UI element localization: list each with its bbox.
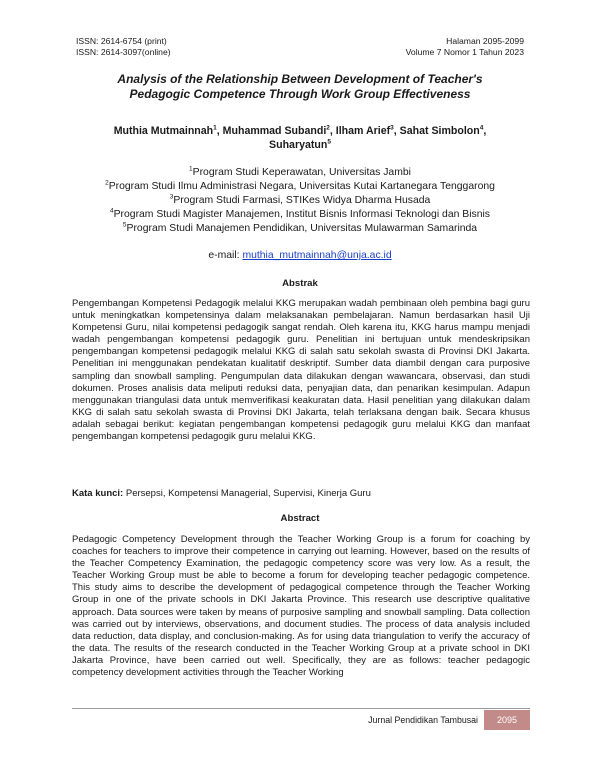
header-issn — [76, 36, 171, 58]
affiliation-list — [40, 166, 560, 236]
paper-title — [60, 72, 540, 102]
author: Muhammad Subandi$^2$, — [222, 124, 336, 137]
footer-divider — [72, 708, 530, 709]
abstract-body: Pedagogic Competency Development through the Teacher Working Group is a forum for coaching by coaches for teachers to improve their competence in carrying out learning. However, based on the results of the Teacher Competency Examination, the pedagogic competency score was very low. As a result, the Teacher Working Group must be able to become a forum for developing teacher pedagogic competence. This study aims to describe the development of pedagogical competence through the Teacher Working Group in one of the private schools in DKI Jakarta Province. This research use descriptive qualitative approach. Data sources were taken by means of purposive sampling and snowball sampling. Data collection was carried out by interviews, observations, and document studies. The process of data analysis included data reduction, data display, and conclusion-making. As for using data triangulation to verify the accuracy of the data. The results of the research conducted in the Teacher Working Group at a private school in DKI Jakarta Province, have been carried out well. Specifically, they are as follows: teacher pedagogic competency development activities through the Teacher Working — [72, 534, 530, 679]
author-list — [70, 124, 530, 152]
footer-journal-name: Jurnal Pendidikan Tambusai — [368, 715, 478, 725]
volume-number: Volume 7 Nomor 1 Tahun 2023 — [405, 47, 524, 57]
abstrak-heading: Abstrak — [282, 278, 318, 289]
page-range: Halaman 2095-2099 — [446, 36, 524, 46]
author: Sahat Simbolon$^4$, — [399, 124, 487, 137]
abstract-heading: Abstract — [280, 513, 320, 524]
keywords-label: Kata kunci: — [72, 488, 124, 499]
affiliation: $^5$Program Studi Manajemen Pendidikan, Universitas Mulawarman Samarinda — [122, 221, 478, 234]
issn-print: ISSN: 2614-6754 (print) — [76, 36, 167, 46]
affiliation: $^4$Program Studi Magister Manajemen, Institut Bisnis Informasi Teknologi dan Bisnis — [110, 207, 490, 220]
contact-email — [40, 250, 560, 261]
keywords — [72, 488, 530, 499]
email-link[interactable]: muthia_mutmainnah@unja.ac.id — [242, 250, 392, 261]
issn-online: ISSN: 2614-3097(online) — [76, 47, 171, 57]
affiliation: $^1$Program Studi Keperawatan, Universitas Jambi — [189, 165, 411, 178]
footer-page-number: 2095 — [484, 710, 530, 730]
keywords-value: Persepsi, Kompetensi Managerial, Supervisi, Kinerja Guru — [123, 488, 371, 499]
affiliation: $^2$Program Studi Ilmu Administrasi Negara, Universitas Kutai Kartanegara Tenggarong — [105, 179, 495, 192]
title-line-1: Analysis of the Relationship Between Development of Teacher's — [117, 72, 483, 86]
email-label: e-mail: — [208, 250, 243, 261]
author: Suharyatun$^5$ — [269, 138, 331, 151]
abstrak-body: Pengembangan Kompetensi Pedagogik melalui KKG merupakan wadah pembinaan oleh pembina bagi guru untuk meningkatkan kompetensinya dalam melaksanakan pembelajaran. Namun berdasarkan hasil Uji Kompetensi Guru, nilai kompetensi pedagogik sangat rendah. Oleh karena itu, KKG harus mampu menjadi wadah pengembangan kompetensi pedagogik guru. Penelitian ini bertujuan untuk mendeskripsikan pengembangan kompetensi pedagogik melalui KKG di salah satu sekolah swasta di Provinsi DKI Jakarta. Penelitian ini menggunakan pendekatan kualitatif deskriptif. Sumber data diambil dengan cara purposive sampling dan snowball sampling. Pengumpulan data dilakukan dengan wawancara, observasi, dan studi dokumen. Proses analisis data meliputi reduksi data, penyajian data, dan penarikan kesimpulan. Adapun menggunakan triangulasi data untuk memverifikasi keakuratan data. Hasil penelitian yang dilakukan dalam KKG di salah satu sekolah swasta di Provinsi DKI Jakarta, telah terlaksana dengan baik. Secara khusus adalah sebagai berikut: kegiatan pengembangan kompetensi pedagogik guru melalui KKG dan manfaat pengembangan kompetensi pedagogik guru melalui KKG. — [72, 298, 530, 443]
affiliation: $^3$Program Studi Farmasi, STIKes Widya Dharma Husada — [169, 193, 431, 206]
author: Muthia Mutmainnah$^1$, — [113, 124, 223, 137]
title-line-2: Pedagogic Competence Through Work Group Effectiveness — [129, 87, 471, 101]
author: Ilham Arief$^3$, — [335, 124, 400, 137]
header-volume — [406, 36, 524, 58]
